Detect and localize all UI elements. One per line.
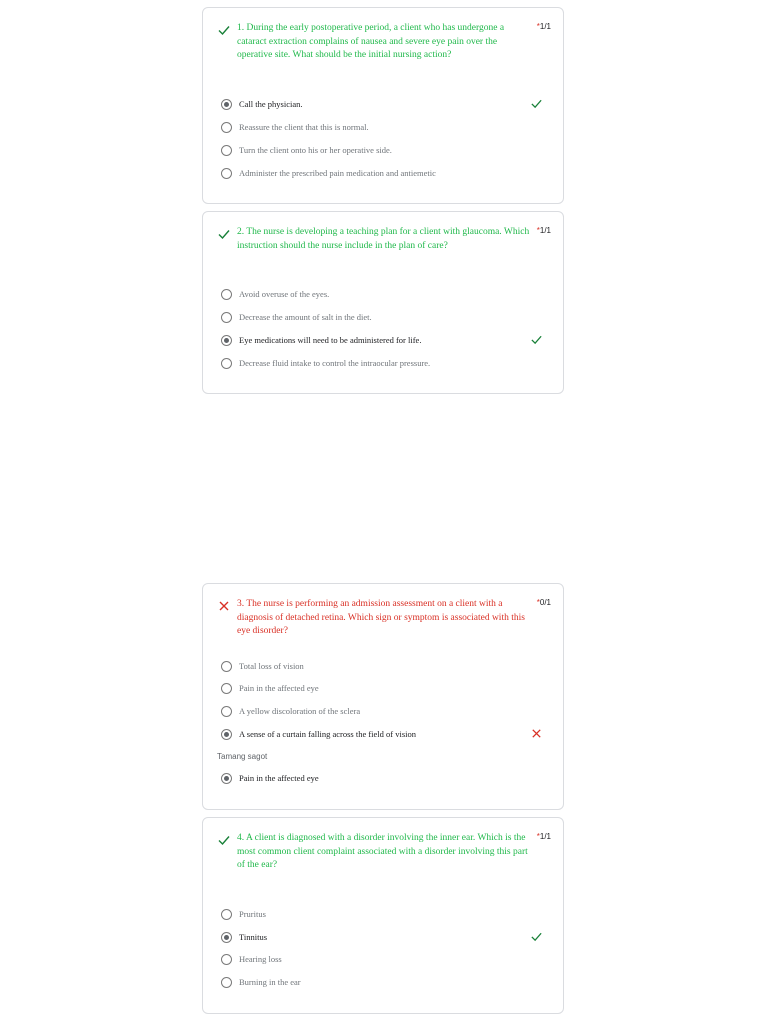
- radio-selected: [221, 773, 232, 784]
- answer-option[interactable]: [221, 356, 549, 372]
- question-score: *1/1: [536, 226, 551, 235]
- check-icon: [530, 930, 543, 943]
- question-score: *1/1: [536, 832, 551, 841]
- option-label: Tinnitus: [239, 932, 268, 942]
- option-label: A yellow discoloration of the sclera: [239, 706, 361, 716]
- question-text: 3. The nurse is performing an admission assessment on a client with a diagnosis of detached retina. Which sign or symptom is associated with this eye disorder?: [237, 599, 525, 636]
- answer-option[interactable]: [221, 681, 549, 697]
- answer-option[interactable]: [221, 659, 549, 675]
- radio[interactable]: [221, 683, 232, 694]
- option-label: Total loss of vision: [239, 661, 304, 671]
- question-card-4: [202, 817, 564, 1014]
- radio[interactable]: [221, 661, 232, 672]
- radio[interactable]: [221, 954, 232, 965]
- check-icon: [530, 333, 543, 346]
- option-label: Burning in the ear: [239, 977, 301, 987]
- question-score: *0/1: [536, 598, 551, 607]
- answer-option[interactable]: [221, 120, 549, 136]
- radio[interactable]: [221, 977, 232, 988]
- radio[interactable]: [221, 706, 232, 717]
- option-label: Hearing loss: [239, 954, 282, 964]
- answer-option[interactable]: [221, 310, 549, 326]
- option-label: Call the physician.: [239, 99, 303, 109]
- answer-option[interactable]: [221, 727, 549, 743]
- option-label: A sense of a curtain falling across the field of vision: [239, 729, 417, 739]
- radio[interactable]: [221, 289, 232, 300]
- radio[interactable]: [221, 145, 232, 156]
- answer-option[interactable]: [221, 97, 549, 113]
- answer-option[interactable]: [221, 704, 549, 720]
- radio[interactable]: [221, 909, 232, 920]
- option-label: Turn the client onto his or her operative side.: [239, 145, 392, 155]
- option-label: Eye medications will need to be administered for life.: [239, 335, 422, 345]
- correct-answer-option: [221, 771, 549, 787]
- option-label: Pruritus: [239, 909, 266, 919]
- answer-option[interactable]: [221, 333, 549, 349]
- radio-selected[interactable]: [221, 99, 232, 110]
- radio-selected[interactable]: [221, 335, 232, 346]
- radio-selected[interactable]: [221, 932, 232, 943]
- answer-option[interactable]: [221, 166, 549, 182]
- question-score: *1/1: [536, 22, 551, 31]
- answer-option[interactable]: [221, 975, 549, 991]
- radio[interactable]: [221, 168, 232, 179]
- option-label: Decrease the amount of salt in the diet.: [239, 312, 372, 322]
- x-icon: [217, 599, 231, 613]
- check-icon: [217, 23, 231, 37]
- x-icon: [530, 727, 543, 740]
- option-label: Pain in the affected eye: [239, 683, 319, 693]
- option-label: Pain in the affected eye: [239, 773, 319, 783]
- answer-option[interactable]: [221, 287, 549, 303]
- answer-option[interactable]: [221, 143, 549, 159]
- option-label: Avoid overuse of the eyes.: [239, 289, 330, 299]
- question-card-3: [202, 583, 564, 810]
- question-card-1: [202, 7, 564, 204]
- option-label: Reassure the client that this is normal.: [239, 122, 369, 132]
- check-icon: [217, 227, 231, 241]
- answer-option[interactable]: [221, 907, 549, 923]
- radio[interactable]: [221, 122, 232, 133]
- radio[interactable]: [221, 358, 232, 369]
- question-text: 1. During the early postoperative period, a client who has undergone a cataract extraction complains of nausea and severe eye pain over the operative site. What should be the initial nursing action?: [237, 23, 505, 60]
- question-card-2: [202, 211, 564, 394]
- answer-option[interactable]: [221, 952, 549, 968]
- option-label: Decrease fluid intake to control the intraocular pressure.: [239, 358, 431, 368]
- radio[interactable]: [221, 312, 232, 323]
- question-text: 4. A client is diagnosed with a disorder involving the inner ear. Which is the most common client complaint associated with a disorder involving this part of the ear?: [237, 833, 528, 870]
- check-icon: [530, 97, 543, 110]
- answer-option[interactable]: [221, 930, 549, 946]
- check-icon: [217, 833, 231, 847]
- question-text: 2. The nurse is developing a teaching plan for a client with glaucoma. Which instruction should the nurse include in the plan of care?: [237, 227, 530, 251]
- radio-selected[interactable]: [221, 729, 232, 740]
- correct-answer-label: Tamang sagot: [217, 752, 268, 761]
- option-label: Administer the prescribed pain medication and antiemetic: [239, 168, 436, 178]
